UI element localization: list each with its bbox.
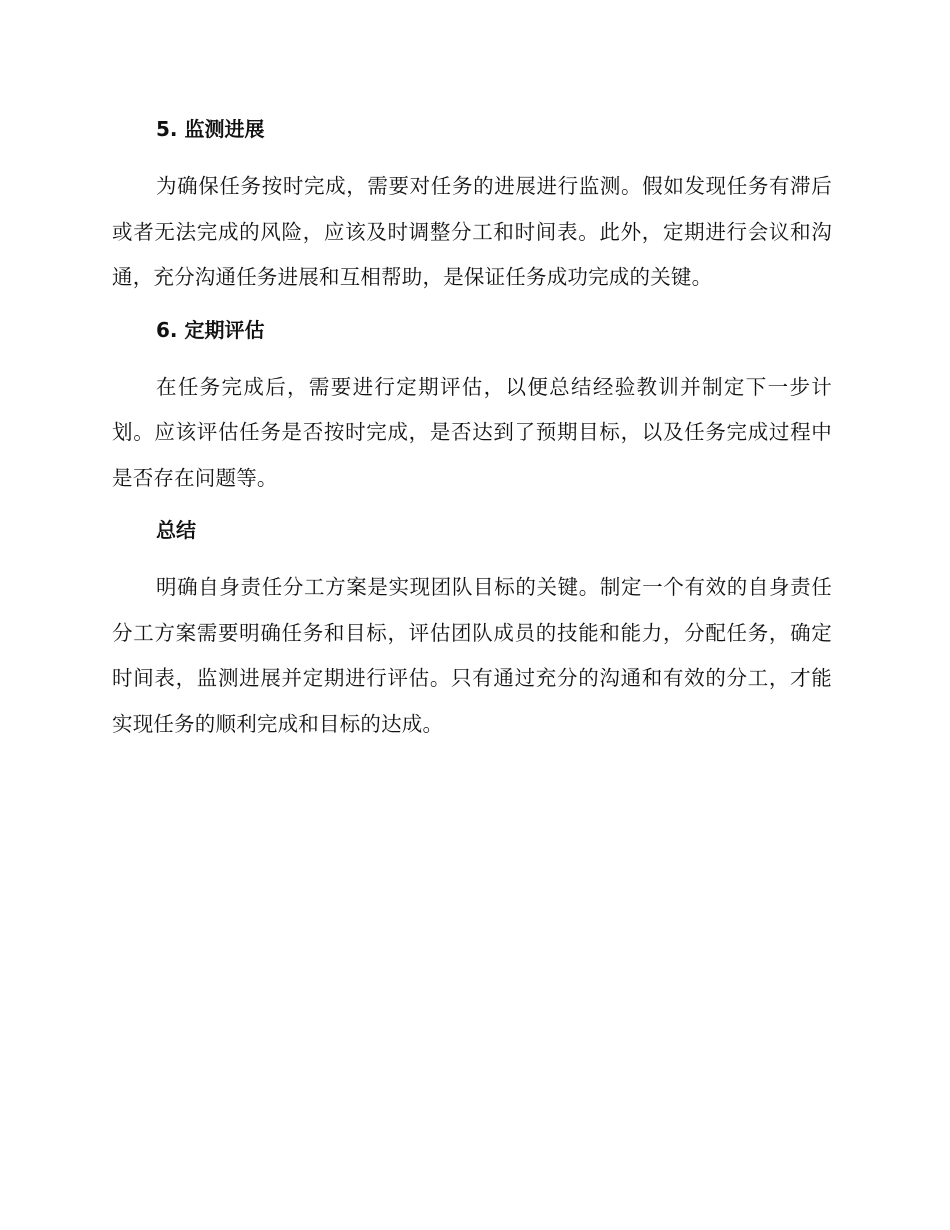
section-heading: 5. 监测进展 [156, 117, 265, 141]
section-paragraph: 为确保任务按时完成，需要对任务的进展进行监测。假如发现任务有滞后或者无法完成的风险，应该及时调整分工和时间表。此外，定期进行会议和沟通，充分沟通任务进展和互相帮助，是保证任务成功完成的关键。 [112, 174, 832, 289]
section-paragraph: 在任务完成后，需要进行定期评估，以便总结经验教训并制定下一步计划。应该评估任务是否按时完成，是否达到了预期目标，以及任务完成过程中是否存在问题等。 [112, 374, 832, 490]
section-monitor-progress [112, 112, 832, 301]
section-heading: 总结 [156, 518, 196, 542]
section-heading: 6. 定期评估 [156, 317, 265, 342]
section-paragraph: 明确自身责任分工方案是实现团队目标的关键。制定一个有效的自身责任分工方案需要明确任务和目标，评估团队成员的技能和能力，分配任务，确定时间表，监测进展并定期进行评估。只有通过充分的沟通和有效的分工，才能实现任务的顺利完成和目标的达成。 [112, 575, 832, 736]
section-summary [112, 513, 832, 747]
document-body [112, 112, 832, 747]
section-periodic-evaluation [112, 313, 832, 502]
